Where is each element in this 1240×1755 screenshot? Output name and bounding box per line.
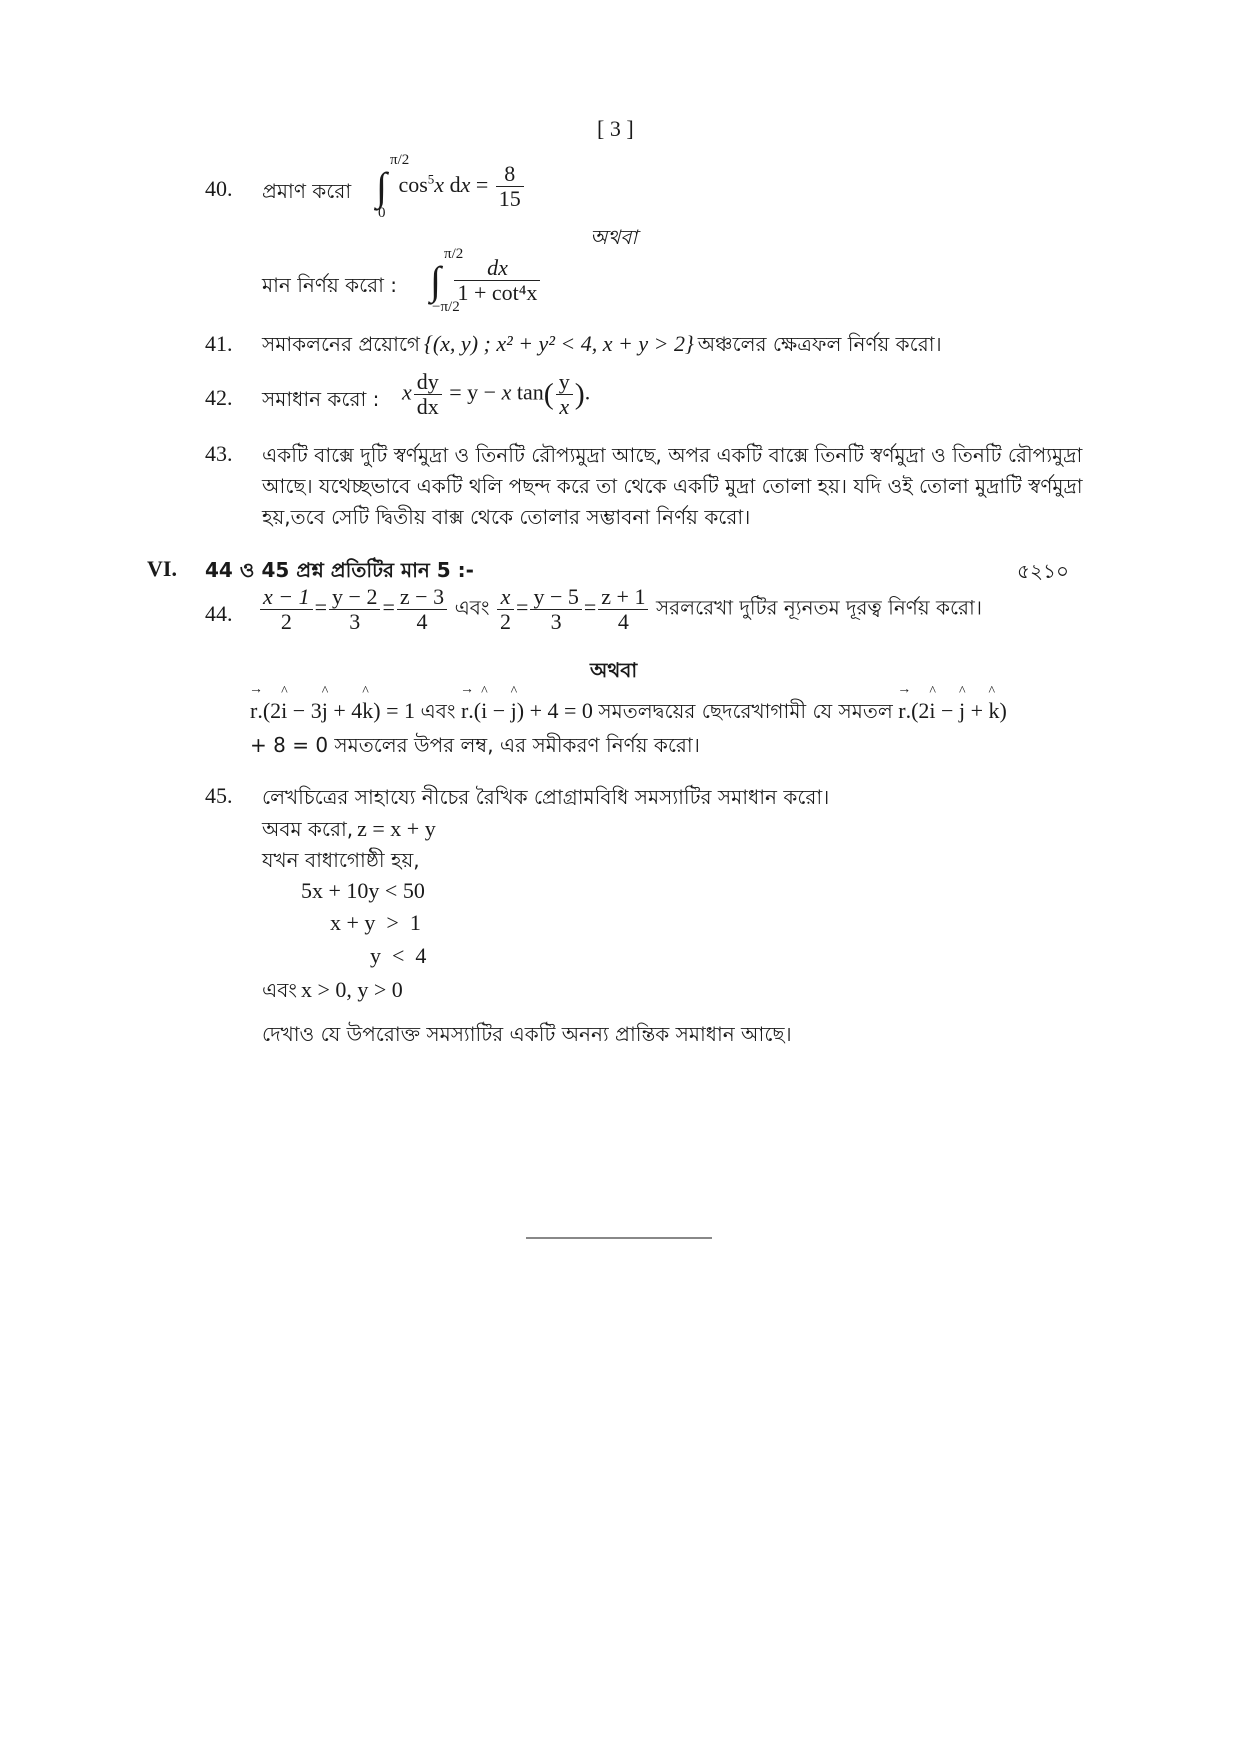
q45-closing: দেখাও যে উপরোক্ত সমস্যাটির একটি অনন্য প্রান্তিক সমাধান আছে। [262,1022,792,1046]
page-code: ৫২১০ [1017,559,1069,583]
q41-text: সমাকলনের প্রয়োগে {(x, y) ; x² + y² < 4, x + y > 2} অঞ্চলের ক্ষেত্রফল নির্ণয় করো। [262,331,942,356]
q40-alt-integral [430,245,542,315]
q44-alt-line1: → r.(2^ i − 3^ j + 4^ k) = 1 এবং → r.(^ i − ^ j) + 4 = 0 সমতলদ্বয়ের ছেদরেখাগামী যে সমতল → r.(2^ i − ^ j + ^ k) [250,697,1007,730]
q42-equation: x $\frac{dy}{dx}$ = y − x tan( $\frac{y}{x}$ ). [402,369,591,420]
section-roman: VI. [147,556,177,581]
question-number-40: 40. [205,176,233,201]
q40-integral: ∫ π/2 0 $\cos^5x$ dx = $\frac{8}{15}$ [376,162,526,211]
question-number-43: 43. [205,441,233,466]
end-divider [526,1237,712,1239]
q43-text: একটি বাক্সে দুটি স্বর্ণমুদ্রা ও তিনটি রৌপ্যমুদ্রা আছে, অপর একটি বাক্সে তিনটি স্বর্ণমুদ্রা ও তিনটি রৌপ্যমুদ্রা আছে। যথেচ্ছভাবে একটি থলি পছন্দ করে তা থেকে একটি মুদ্রা তোলা হয়। যদি ওই তোলা মুদ্রাটি স্বর্ণমুদ্রা হয়,তবে সেটি দ্বিতীয় বাক্স থেকে তোলার সম্ভাবনা নির্ণয় করো। [262,443,1083,529]
question-number-44: 44. [205,601,233,626]
q45-constraint-2: x + y > 1 [330,910,421,935]
q40-prompt: প্রমাণ করো [262,179,352,203]
q44-alt-line2: + 8 = 0 সমতলের উপর লম্ব, এর সমীকরণ নির্ণয় করো। [250,733,700,757]
integral-sign: ∫ π/2 −π/2 [430,245,464,315]
q40-alt-fraction: $\frac{dx}{\text{1 + cot⁴x}}$ [454,256,540,305]
question-number-45: 45. [205,783,233,808]
page-number: [ 3 ] [597,116,634,141]
question-number-42: 42. [205,385,233,410]
section-heading: 44 ও 45 প্রশ্ন প্রতিটির মান 5 :- [205,558,474,582]
q44-or-label: অথবা [590,658,638,682]
integral-sign: ∫ π/2 0 [376,151,410,221]
q45-nonneg: এবং x > 0, y > 0 [262,977,403,1002]
q45-constraint-3: y < 4 [370,943,427,968]
q45-prompt: লেখচিত্রের সাহায্যে নীচের রৈখিক প্রোগ্রামবিধি সমস্যাটির সমাধান করো। [262,785,830,809]
q42-prompt: সমাধান করো : [262,387,380,411]
q45-constraints-label: যখন বাধাগোষ্ঠী হয়, [262,848,420,872]
q40-result-fraction: $\frac{8}{15}$ [496,162,524,211]
question-number-41: 41. [205,331,233,356]
q40-alt-prompt: মান নির্ণয় করো : [262,273,398,297]
q45-objective: অবম করো, z = x + y [262,816,436,841]
q40-or-label: অথবা [590,225,638,249]
q41-set: {(x, y) ; x² + y² < 4, x + y > 2} [424,331,694,356]
q44-lines: $\frac{x - 1}{2}$ = $\frac{y - 2}{3}$ = $\frac{z - 3}{4}$ এবং $\frac{x}{2}$ = $\frac{y - 5}{3}$ = $\frac{z + 1}{4}$ সরলরেখা দুটির ন্যূনতম দূরত্ব নির্ণয় করো। [258,585,982,634]
q45-constraint-1: 5x + 10y < 50 [301,878,425,903]
